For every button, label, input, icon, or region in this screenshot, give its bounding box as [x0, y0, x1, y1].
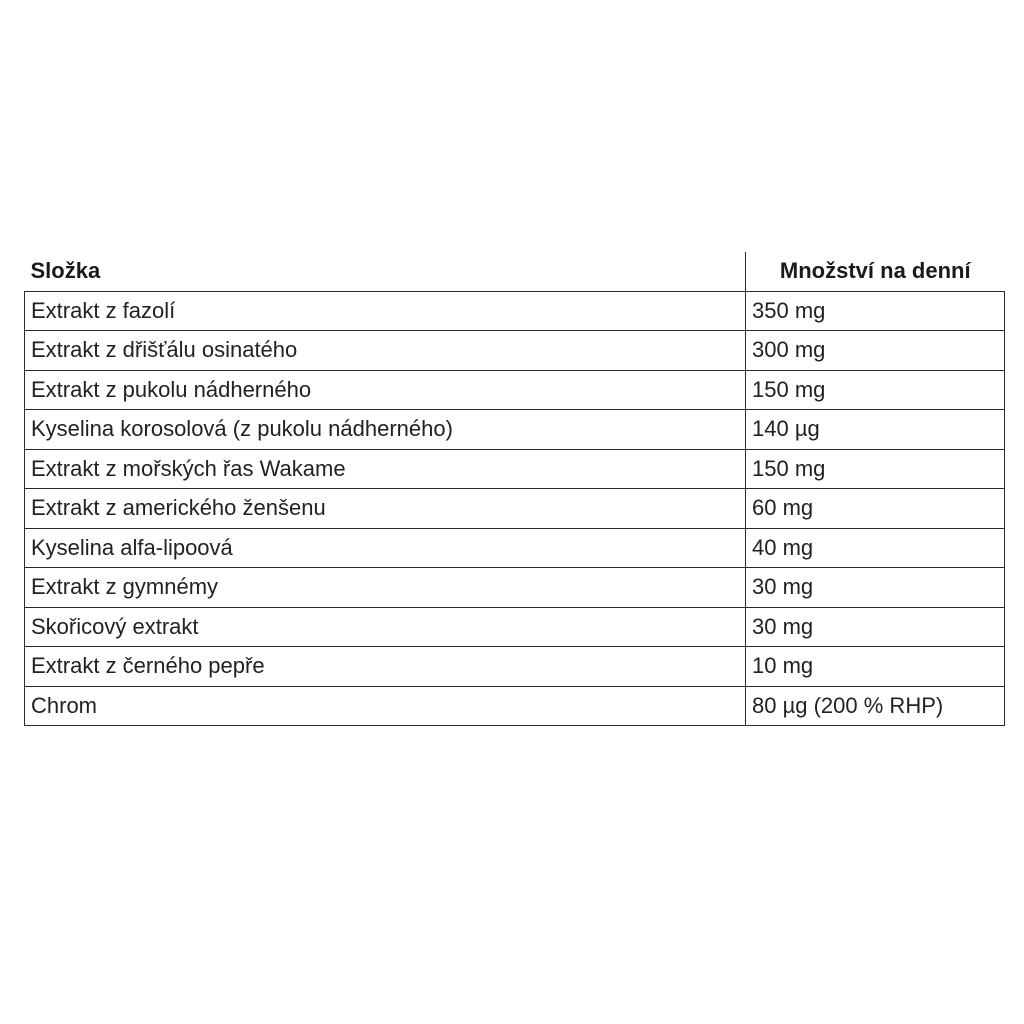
ingredient-name: Kyselina alfa-lipoová	[25, 528, 746, 568]
ingredient-amount: 60 mg	[746, 489, 1005, 529]
table-row	[25, 568, 1005, 608]
ingredient-name: Extrakt z amerického ženšenu	[25, 489, 746, 529]
table-row	[25, 331, 1005, 371]
ingredient-name: Extrakt z černého pepře	[25, 647, 746, 687]
ingredient-name: Kyselina korosolová (z pukolu nádherného)	[25, 410, 746, 450]
table-row	[25, 291, 1005, 331]
table-row	[25, 449, 1005, 489]
table-row	[25, 686, 1005, 726]
ingredient-name: Skořicový extrakt	[25, 607, 746, 647]
ingredient-name: Extrakt z pukolu nádherného	[25, 370, 746, 410]
table-row	[25, 489, 1005, 529]
ingredient-amount: 80 µg (200 % RHP)	[746, 686, 1005, 726]
ingredient-amount: 30 mg	[746, 607, 1005, 647]
ingredient-amount: 150 mg	[746, 449, 1005, 489]
ingredient-amount: 300 mg	[746, 331, 1005, 371]
ingredient-amount: 150 mg	[746, 370, 1005, 410]
ingredient-name: Extrakt z gymnémy	[25, 568, 746, 608]
ingredient-name: Chrom	[25, 686, 746, 726]
ingredient-name: Extrakt z fazolí	[25, 291, 746, 331]
ingredient-amount: 10 mg	[746, 647, 1005, 687]
ingredient-amount: 30 mg	[746, 568, 1005, 608]
ingredient-name: Extrakt z mořských řas Wakame	[25, 449, 746, 489]
ingredient-amount: 350 mg	[746, 291, 1005, 331]
table-row	[25, 647, 1005, 687]
table-row	[25, 410, 1005, 450]
ingredients-table	[24, 252, 1005, 726]
ingredients-table-container	[24, 252, 1004, 726]
table-row	[25, 607, 1005, 647]
table-row	[25, 370, 1005, 410]
ingredient-name: Extrakt z dřišťálu osinatého	[25, 331, 746, 371]
ingredient-amount: 40 mg	[746, 528, 1005, 568]
ingredient-amount: 140 µg	[746, 410, 1005, 450]
header-ingredient: Složka	[25, 252, 746, 291]
header-daily-amount: Množství na denní	[746, 252, 1005, 291]
table-header-row	[25, 252, 1005, 291]
table-row	[25, 528, 1005, 568]
